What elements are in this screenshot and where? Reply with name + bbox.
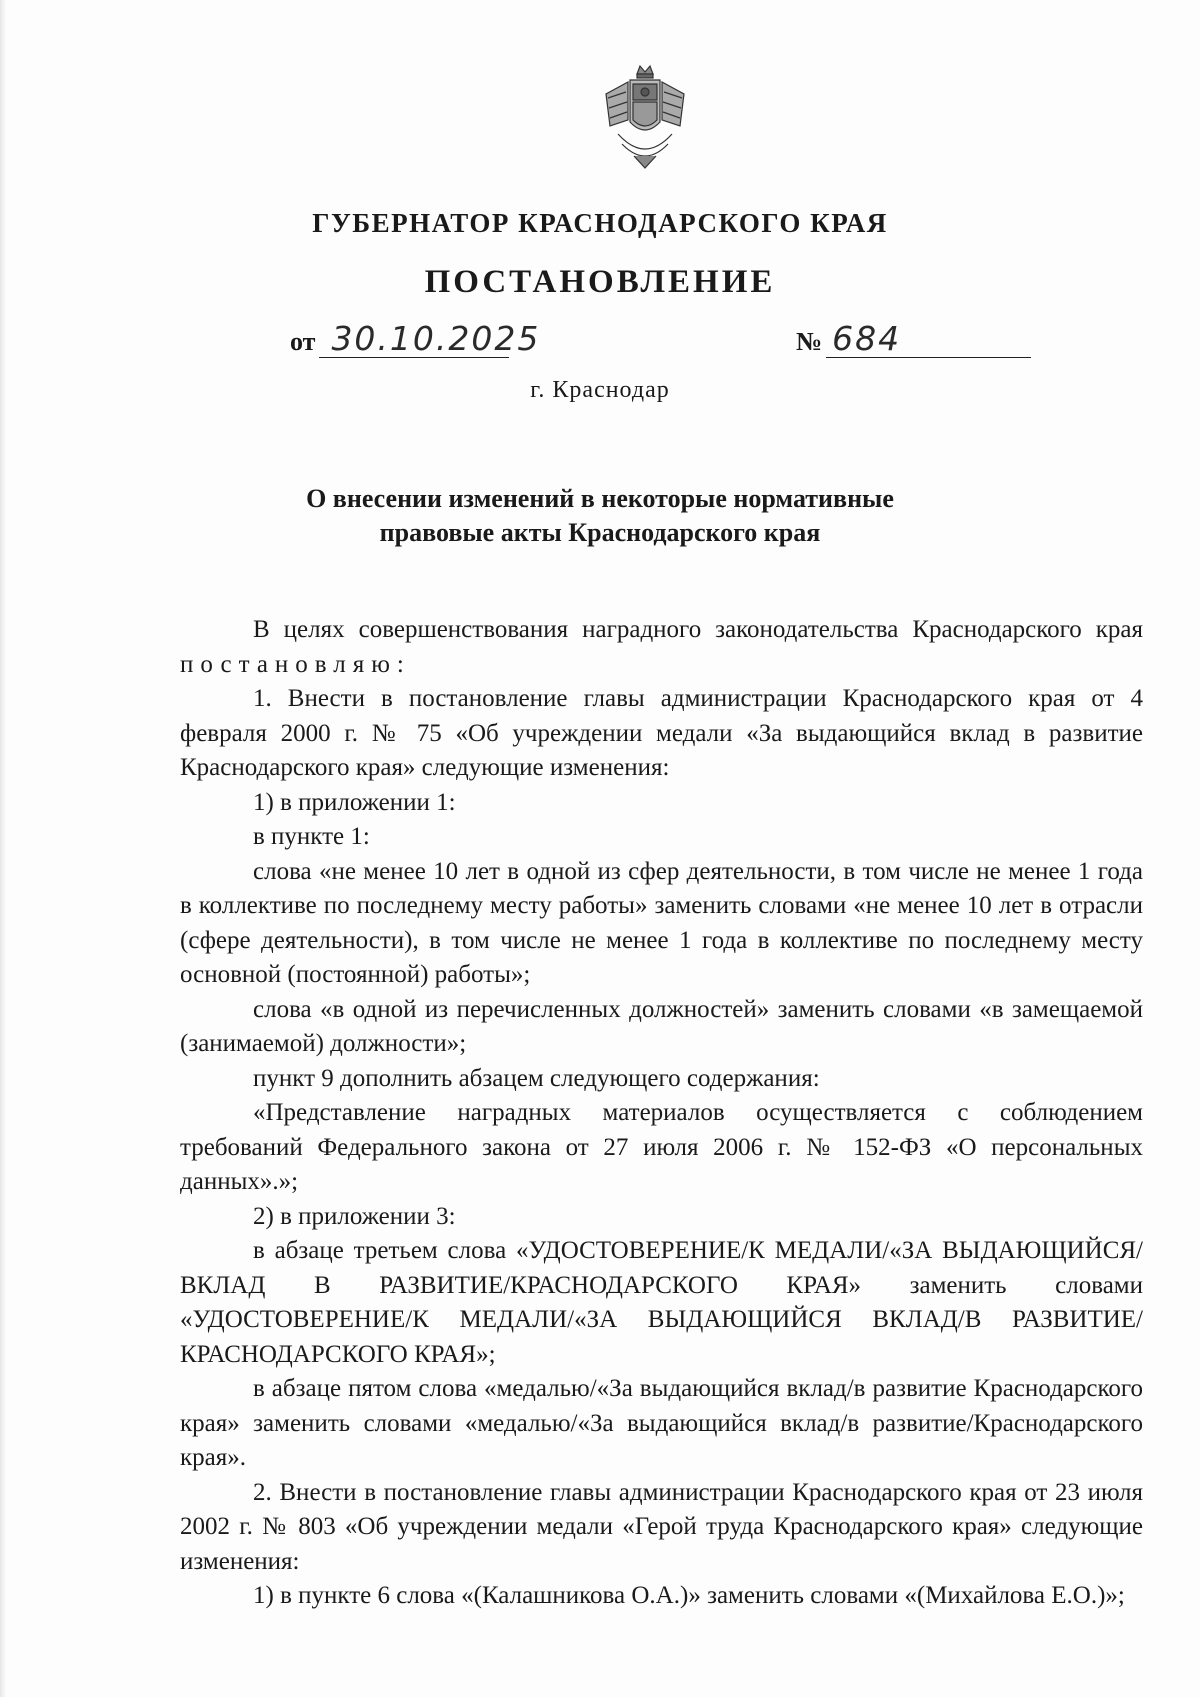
resolution-word: постановляю: xyxy=(180,650,411,678)
paragraph: слова «в одной из перечисленных должностей» заменить словами «в замещаемой (занимаемой) должности»; xyxy=(180,995,1143,1057)
scan-edge xyxy=(0,0,6,1697)
document-title xyxy=(250,482,950,550)
paragraph: пункт 9 дополнить абзацем следующего содержания: xyxy=(253,1064,820,1092)
paragraph: 1) в приложении 1: xyxy=(253,788,456,816)
paragraph: «Представление наградных материалов осуществляется с соблюдением требований Федерального закона от 27 июля 2006 г. № 152-ФЗ «О персональных данных».»; xyxy=(180,1099,1143,1195)
coat-of-arms-icon xyxy=(600,64,690,174)
paragraph: слова «не менее 10 лет в одной из сфер деятельности, в том числе не менее 1 года в коллективе по последнему месту работы» заменить словами «не менее 10 лет в отрасли (сфере деятельности), в том числе не менее 1 года в коллективе по последнему месту основной (постоянной) работы»; xyxy=(180,857,1143,988)
paragraph: 1) в пункте 6 слова «(Калашникова О.А.)» заменить словами «(Михайлова Е.О.)»; xyxy=(253,1582,1125,1609)
date-prefix: от xyxy=(290,327,316,356)
paragraph: 2) в приложении 3: xyxy=(253,1202,456,1230)
paragraph: в абзаце третьем слова «УДОСТОВЕРЕНИЕ/К МЕДАЛИ/«ЗА ВЫДАЮЩИЙСЯ/ВКЛАД В РАЗВИТИЕ/КРАСНОДАРСКОГО КРАЯ» заменить словами «УДОСТОВЕРЕНИЕ/К МЕДАЛИ/«ЗА ВЫДАЮЩИЙСЯ ВКЛАД/В РАЗВИТИЕ/КРАСНОДАРСКОГО КРАЯ»; xyxy=(180,1237,1143,1368)
document-type: ПОСТАНОВЛЕНИЕ xyxy=(424,264,776,300)
issuing-authority: ГУБЕРНАТОР КРАСНОДАРСКОГО КРАЯ xyxy=(312,208,888,238)
number-value: 684 xyxy=(832,319,902,358)
number-prefix: № xyxy=(796,327,823,356)
paragraph: 1. Внести в постановление главы администрации Краснодарского края от 4 февраля 2000 г. № 75 «Об учреждении медали «За выдающийся вклад в развитие Краснодарского края» следующие изменения: xyxy=(180,685,1143,781)
title-line-2: правовые акты Краснодарского края xyxy=(379,518,821,547)
paragraph-intro-text: В целях совершенствования наградного законодательства Краснодарского края xyxy=(253,616,1143,643)
title-line-1: О внесении изменений в некоторые нормативные xyxy=(306,484,894,513)
number-field xyxy=(796,319,1031,358)
city: г. Краснодар xyxy=(530,377,670,403)
paragraph: 2. Внести в постановление главы администрации Краснодарского края от 23 июля 2002 г. № 803 «Об учреждении медали «Герой труда Краснодарского края» следующие изменения: xyxy=(180,1478,1143,1575)
paragraph: в пункте 1: xyxy=(253,823,370,850)
date-value: 30.10.2025 xyxy=(331,319,541,358)
paragraph: в абзаце пятом слова «медалью/«За выдающийся вклад/в развитие Краснодарского края» заменить словами «медалью/«За выдающийся вклад/в развитие/Краснодарского края». xyxy=(180,1375,1143,1471)
date-field xyxy=(290,319,541,358)
paragraph-intro xyxy=(180,613,1143,682)
document-body xyxy=(180,613,1143,1614)
